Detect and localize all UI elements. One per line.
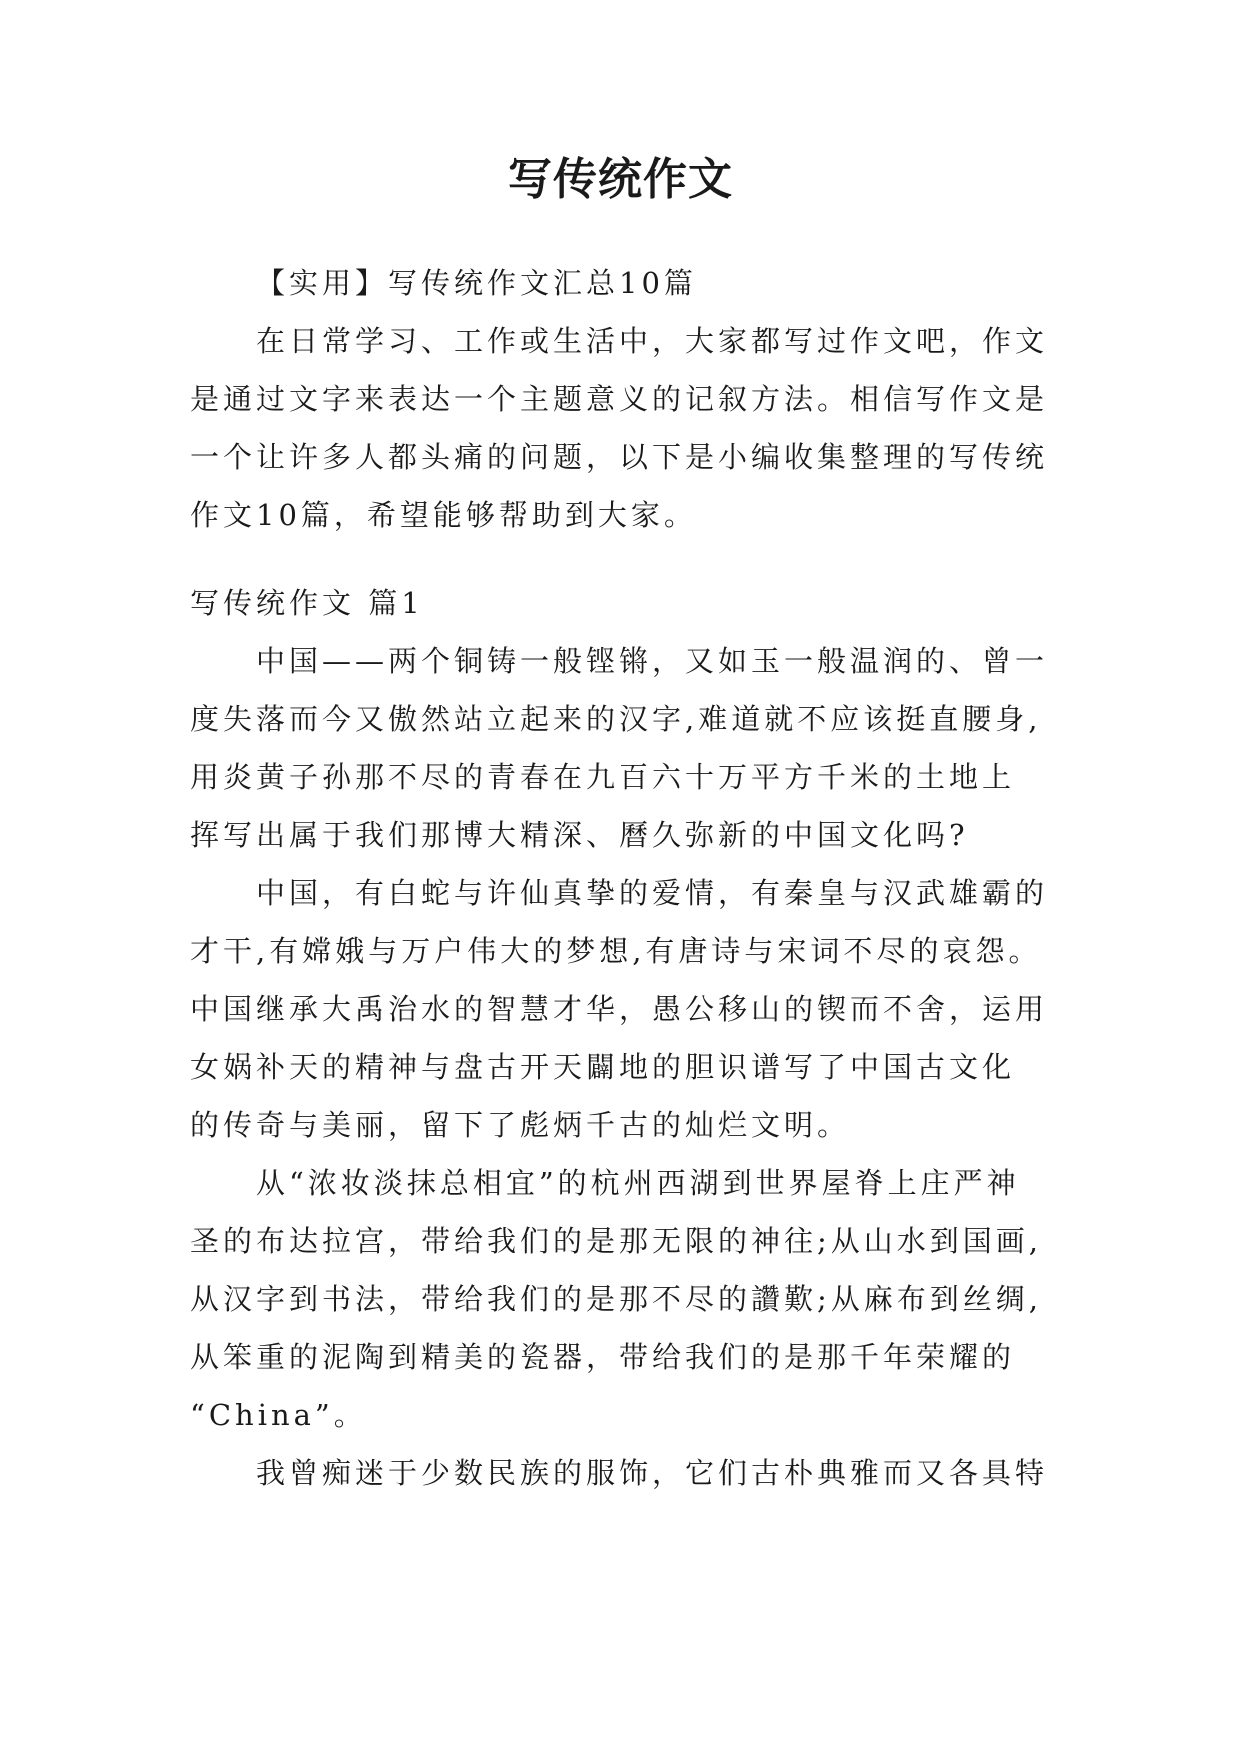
intro-line: 在日常学习、工作或生活中，大家都写过作文吧，作文 bbox=[256, 324, 1049, 358]
paragraph-line: 女娲补天的精神与盘古开天闢地的胆识谱写了中国古文化 bbox=[190, 1050, 1016, 1084]
paragraph-line: 才干,有嫦娥与万户伟大的梦想,有唐诗与宋词不尽的哀怨。 bbox=[190, 934, 1042, 968]
paragraph-line: 挥写出属于我们那博大精深、曆久弥新的中国文化吗? bbox=[190, 818, 969, 852]
document-title: 写传统作文 bbox=[508, 154, 733, 205]
intro-heading: 【实用】写传统作文汇总10篇 bbox=[256, 266, 697, 300]
paragraph-line: 中国——两个铜铸一般铿锵，又如玉一般温润的、曾一 bbox=[256, 644, 1049, 678]
paragraph-line: 我曾痴迷于少数民族的服饰，它们古朴典雅而又各具特 bbox=[256, 1456, 1049, 1490]
intro-line: 一个让许多人都头痛的问题，以下是小编收集整理的写传统 bbox=[190, 440, 1049, 474]
paragraph-line: “China”。 bbox=[190, 1398, 367, 1432]
paragraph-line: 的传奇与美丽，留下了彪炳千古的灿烂文明。 bbox=[190, 1108, 851, 1142]
section-1 bbox=[190, 574, 1050, 1502]
paragraph-line: 从笨重的泥陶到精美的瓷器，带给我们的是那千年荣耀的 bbox=[190, 1340, 1016, 1374]
intro-block bbox=[190, 254, 1050, 544]
paragraph-line: 度失落而今又傲然站立起来的汉字,难道就不应该挺直腰身, bbox=[190, 702, 1042, 736]
paragraph-line: 从汉字到书法，带给我们的是那不尽的讚歎;从麻布到丝绸, bbox=[190, 1282, 1042, 1316]
section-heading: 写传统作文 篇1 bbox=[190, 586, 424, 620]
paragraph-line: 从“浓妆淡抹总相宜”的杭州西湖到世界屋脊上庄严神 bbox=[256, 1166, 1020, 1200]
paragraph-line: 中国继承大禹治水的智慧才华，愚公移山的锲而不舍，运用 bbox=[190, 992, 1049, 1026]
paragraph-line: 圣的布达拉宫，带给我们的是那无限的神往;从山水到国画, bbox=[190, 1224, 1042, 1258]
paragraph-line: 用炎黄子孙那不尽的青春在九百六十万平方千米的土地上 bbox=[190, 760, 1016, 794]
intro-line: 是通过文字来表达一个主题意义的记叙方法。相信写作文是 bbox=[190, 382, 1049, 416]
intro-line: 作文10篇，希望能够帮助到大家。 bbox=[190, 498, 697, 532]
paragraph-line: 中国，有白蛇与许仙真挚的爱情，有秦皇与汉武雄霸的 bbox=[256, 876, 1049, 910]
